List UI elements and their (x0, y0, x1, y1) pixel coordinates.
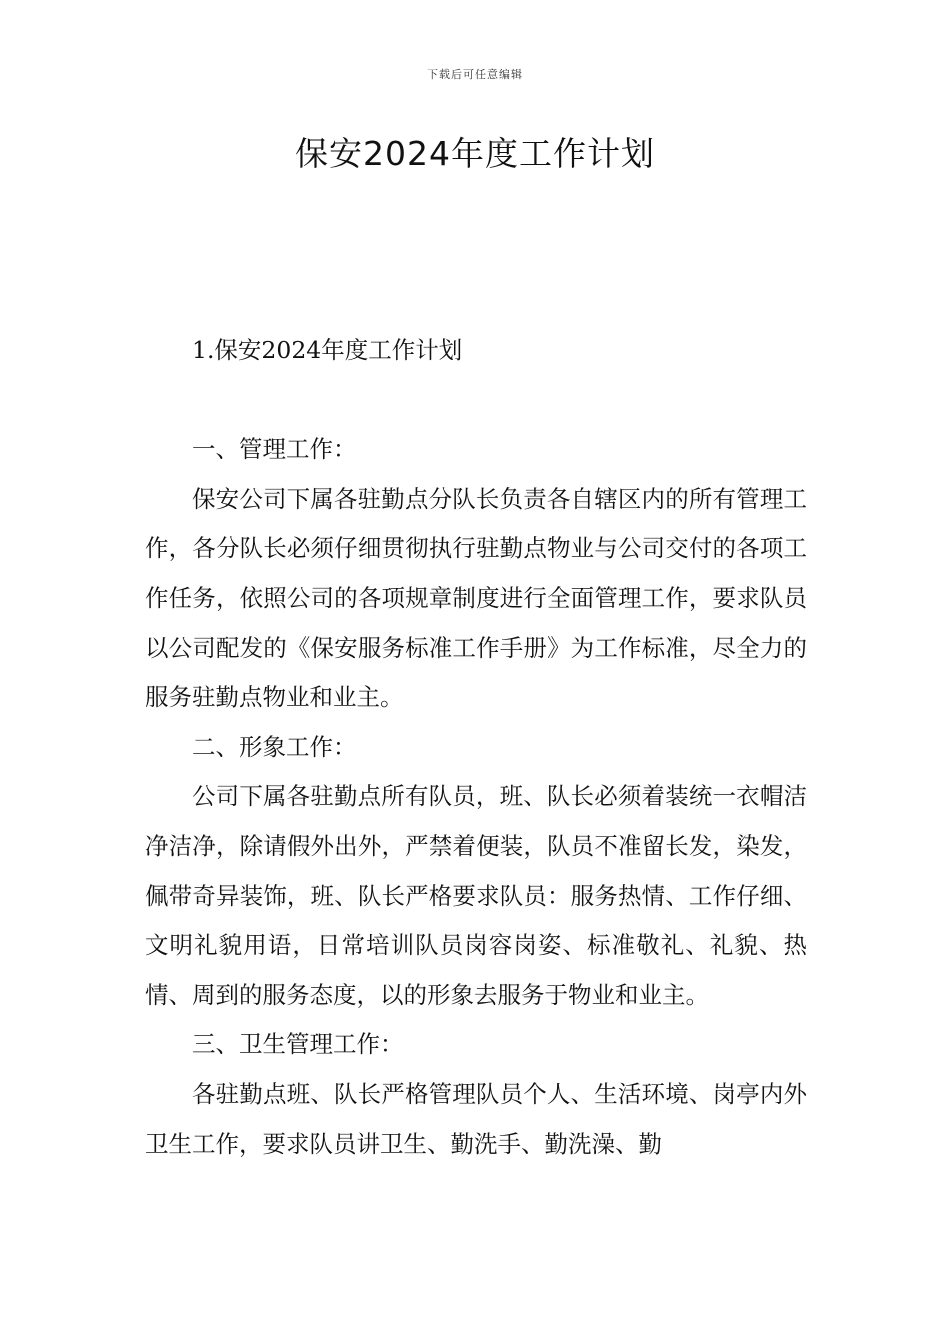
document-title: 保安2024年度工作计划 (295, 134, 655, 173)
section-paragraph: 公司下属各驻勤点所有队员，班、队长必须着装统一衣帽洁净洁净，除请假外出外，严禁着便装，队员不准留长发，染发，佩带奇异装饰，班、队长严格要求队员：服务热情、工作仔细、文明礼貌用语，日常培训队员岗容岗姿、标准敬礼、礼貌、热情、周到的服务态度，以的形象去服务于物业和业主。 (145, 782, 807, 1009)
document-body (145, 326, 807, 1169)
section-heading: 三、卫生管理工作： (192, 1030, 404, 1059)
header-note: 下载后可任意编辑 (427, 68, 523, 81)
section-heading: 一、管理工作： (192, 435, 357, 464)
section-heading: 二、形象工作： (192, 732, 357, 761)
section-subtitle: 1.保安2024年度工作计划 (192, 336, 463, 364)
section-paragraph: 各驻勤点班、队长严格管理队员个人、生活环境、岗亭内外卫生工作，要求队员讲卫生、勤洗手、勤洗澡、勤 (145, 1079, 807, 1158)
section-paragraph: 保安公司下属各驻勤点分队长负责各自辖区内的所有管理工作，各分队长必须仔细贯彻执行驻勤点物业与公司交付的各项工作任务，依照公司的各项规章制度进行全面管理工作，要求队员以公司配发的《保安服务标准工作手册》为工作标准，尽全力的服务驻勤点物业和业主。 (145, 484, 807, 712)
